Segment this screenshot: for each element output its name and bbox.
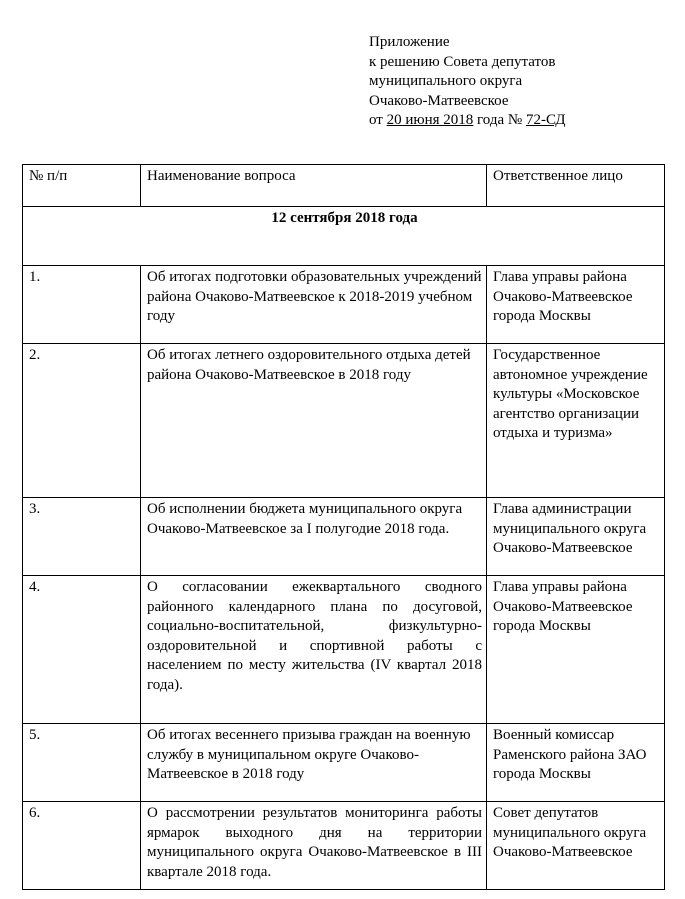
row-name: О рассмотрении результатов мониторинга работы ярмарок выходного дня на территории муниципального округа Очаково-Матвеевское в III квартале 2018 года. — [141, 802, 487, 890]
header-line-date-number — [369, 111, 565, 131]
row-num: 2. — [23, 344, 141, 498]
table-row — [23, 576, 665, 724]
column-header-name: Наименование вопроса — [141, 165, 487, 207]
row-responsible: Глава администрации муниципального округа Очаково-Матвеевское — [487, 498, 665, 576]
table-row — [23, 802, 665, 890]
row-responsible: Глава управы района Очаково-Матвеевское города Москвы — [487, 266, 665, 344]
header-line-municipal: муниципального округа — [369, 73, 523, 89]
date-heading: 12 сентября 2018 года — [23, 207, 665, 266]
header-line-decision: к решению Совета депутатов — [369, 53, 556, 70]
row-responsible: Военный комиссар Раменского района ЗАО города Москвы — [487, 724, 665, 802]
row-num: 5. — [23, 724, 141, 802]
row-responsible: Государственное автономное учреждение культуры «Московское агентство организации отдыха и туризма» — [487, 344, 665, 498]
header-line-appendix: Приложение — [369, 34, 450, 50]
table-header-row — [23, 165, 665, 207]
header-decision-date: 20 июня 2018 — [386, 112, 474, 128]
column-header-responsible: Ответственное лицо — [487, 165, 665, 207]
table-row — [23, 498, 665, 576]
table-row — [23, 344, 665, 498]
table-row — [23, 266, 665, 344]
row-name: Об итогах весеннего призыва граждан на военную службу в муниципальном округе Очаково-Матвеевское в 2018 году — [141, 724, 487, 802]
row-num: 6. — [23, 802, 141, 890]
row-responsible: Глава управы района Очаково-Матвеевское города Москвы — [487, 576, 665, 724]
date-heading-row — [23, 207, 665, 266]
header-decision-number: 72-СД — [525, 112, 566, 128]
row-name: Об исполнении бюджета муниципального округа Очаково-Матвеевское за I полугодие 2018 года. — [141, 498, 487, 576]
row-name: О согласовании ежеквартального сводного районного календарного плана по досуговой, социально-воспитательной, физкультурно-оздоровительной и спортивной работы с населением по месту жительства (IV квартал 2018 года). — [141, 576, 487, 724]
document-header — [369, 33, 565, 131]
row-num: 1. — [23, 266, 141, 344]
row-num: 4. — [23, 576, 141, 724]
row-name: Об итогах летнего оздоровительного отдыха детей района Очаково-Матвеевское в 2018 году — [141, 344, 487, 498]
agenda-table — [22, 164, 665, 890]
header-line-district: Очаково-Матвеевское — [369, 92, 509, 109]
row-responsible: Совет депутатов муниципального округа Очаково-Матвеевское — [487, 802, 665, 890]
column-header-num: № п/п — [23, 165, 141, 207]
header-date-prefix: от — [369, 112, 387, 128]
row-num: 3. — [23, 498, 141, 576]
header-number-prefix: года № — [473, 112, 526, 128]
row-name: Об итогах подготовки образовательных учреждений района Очаково-Матвеевское к 2018-2019 учебном году — [141, 266, 487, 344]
table-row — [23, 724, 665, 802]
